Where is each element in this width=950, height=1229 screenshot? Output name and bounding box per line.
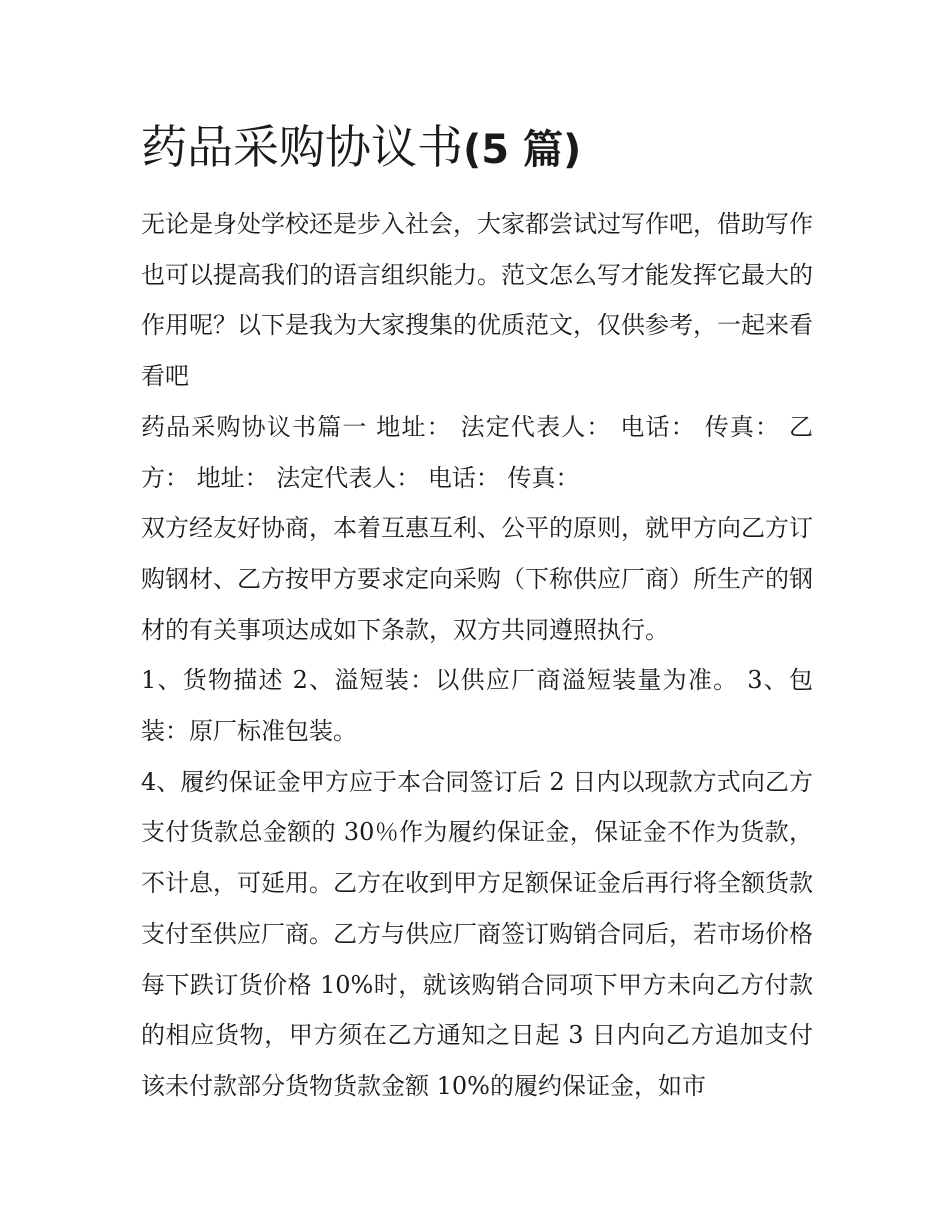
- clause-4-paragraph: 4、履约保证金甲方应于本合同签订后 2 日内以现款方式向乙方支付货款总金额的 30％作为履约保证金，保证金不作为货款，不计息，可延用。乙方在收到甲方足额保证金后再行将全额货款支付至供应厂商。乙方与供应厂商签订购销合同后，若市场价格每下跌订货价格 10%时，就该购销合同项下甲方未向乙方付款的相应货物，甲方须在乙方通知之日起 3 日内向乙方追加支付该未付款部分货物货款金额 10%的履约保证金，如市: [141, 767, 813, 1100]
- intro-paragraph: 无论是身处学校还是步入社会，大家都尝试过写作吧，借助写作也可以提高我们的语言组织能力。范文怎么写才能发挥它最大的作用呢？以下是我为大家搜集的优质范文，仅供参考，一起来看看吧: [141, 210, 813, 391]
- document-page: [141, 112, 813, 1112]
- party-info-paragraph: 药品采购协议书篇一 地址： 法定代表人： 电话： 传真： 乙方： 地址： 法定代表人： 电话： 传真：: [141, 412, 813, 492]
- document-title: [141, 112, 813, 185]
- clauses-1-3-paragraph: 1、货物描述 2、溢短装：以供应厂商溢短装量为准。 3、包装：原厂标准包装。: [141, 666, 813, 746]
- preamble-paragraph: 双方经友好协商，本着互惠互利、公平的原则，就甲方向乙方订购钢材、乙方按甲方要求定向采购（下称供应厂商）所生产的钢材的有关事项达成如下条款，双方共同遵照执行。: [141, 514, 813, 644]
- title-count: (5 篇): [463, 127, 582, 173]
- title-main: 药品采购协议书: [141, 120, 463, 174]
